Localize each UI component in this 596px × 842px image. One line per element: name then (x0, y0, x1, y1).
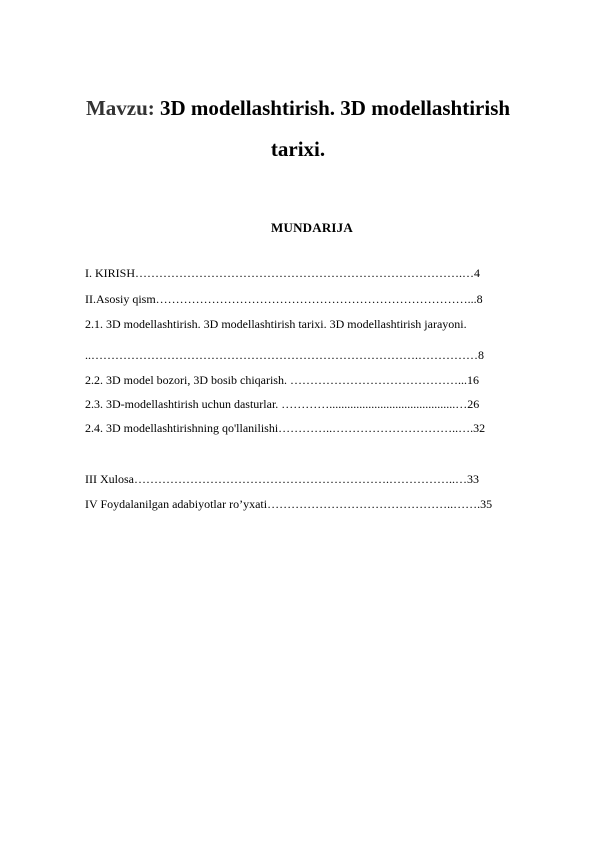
toc-heading (0, 220, 596, 236)
title-line-1 (0, 96, 596, 121)
title-prefix: Mavzu: (85, 96, 155, 120)
title-line-2: tarixi. (270, 137, 326, 161)
toc-entry-2-3: 2.3. 3D-modellashtirish uchun dasturlar. …………..........................................…26 (85, 397, 480, 411)
toc-entry-xulosa: III Xulosa……………………………………………………….……………..…33 (85, 472, 479, 486)
toc-entry-asosiy-qism: II.Asosiy qism……………………………………………………………………...8 (85, 292, 483, 306)
title-main: 3D modellashtirish. 3D modellashtirish (160, 96, 511, 120)
toc-entry-2-1: 2.1. 3D modellashtirish. 3D modellashtirish tarixi. 3D modellashtirish jarayoni. (85, 317, 467, 331)
toc-entry-2-4: 2.4. 3D modellashtirishning qo'llanilishi…………..…………………………..….32 (85, 421, 486, 435)
toc-entry-2-1-dots: ..……………………………………………………………………….……………8 (85, 348, 484, 362)
toc-entry-kirish: I. KIRISH……………………………………………………………………….…4 (85, 266, 480, 280)
toc-entry-2-2: 2.2. 3D model bozori, 3D bosib chiqarish. ……………………………………...16 (85, 373, 479, 387)
toc-heading-text: MUNDARIJA (271, 220, 353, 235)
toc-entry-adabiyotlar: IV Foydalanilgan adabiyotlar ro’yxati………………………………………..…….35 (85, 497, 493, 511)
